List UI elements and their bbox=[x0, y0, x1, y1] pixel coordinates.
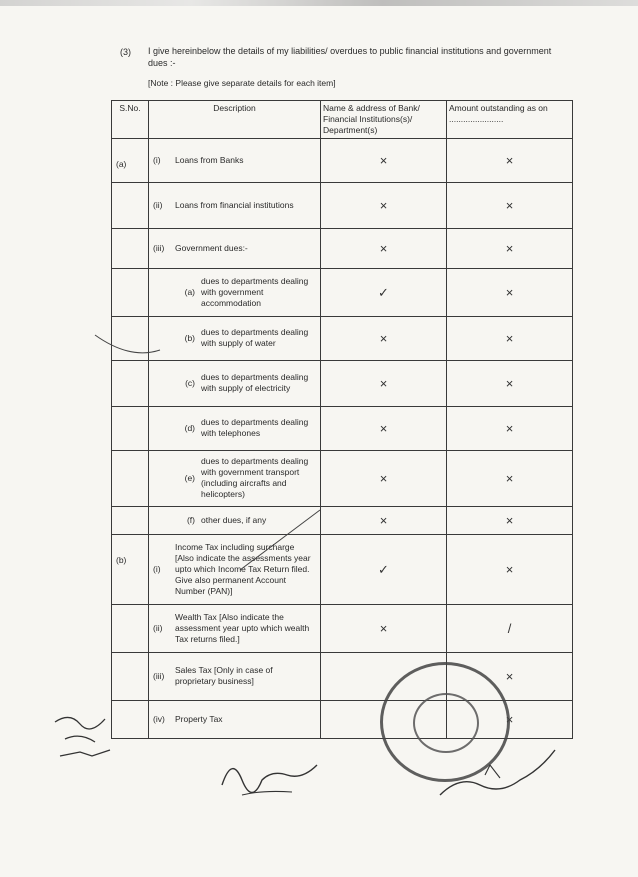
signature-right bbox=[430, 740, 570, 814]
row-sno: (b) bbox=[112, 535, 149, 605]
row-roman-number: (ii) bbox=[153, 623, 163, 633]
handwritten-mark: × bbox=[379, 621, 388, 636]
name-address-mark bbox=[321, 605, 447, 653]
handwritten-mark: × bbox=[505, 376, 514, 391]
row-sub-label: (e) bbox=[184, 473, 195, 483]
row-sub-label: (d) bbox=[184, 423, 195, 433]
handwritten-date-graphic bbox=[50, 704, 125, 764]
row-text: Government dues:- bbox=[175, 242, 248, 253]
signature-right-graphic bbox=[430, 740, 570, 810]
row-description bbox=[149, 229, 321, 269]
handwritten-mark: × bbox=[379, 376, 388, 391]
row-text: Loans from Banks bbox=[175, 154, 244, 165]
handwritten-mark: × bbox=[505, 712, 514, 727]
header-name-address: Name & address of Bank/ Financial Institutions(s)/ Department(s) bbox=[321, 101, 447, 139]
amount-mark bbox=[447, 317, 573, 361]
row-sub-label: (c) bbox=[185, 378, 195, 388]
table-row bbox=[112, 605, 573, 653]
signature-left bbox=[212, 750, 332, 814]
amount-mark bbox=[447, 451, 573, 507]
handwritten-date bbox=[50, 704, 125, 768]
handwritten-mark: × bbox=[379, 241, 388, 256]
amount-mark bbox=[447, 407, 573, 451]
handwritten-mark: × bbox=[505, 669, 514, 684]
handwritten-mark: × bbox=[379, 471, 388, 486]
handwritten-mark: / bbox=[507, 621, 512, 636]
row-description bbox=[149, 653, 321, 701]
handwritten-mark: × bbox=[379, 513, 388, 528]
handwritten-mark: ✓ bbox=[378, 562, 389, 577]
row-sub-label: (f) bbox=[186, 515, 195, 525]
handwritten-mark: × bbox=[505, 331, 514, 346]
row-sno bbox=[112, 605, 149, 653]
amount-mark bbox=[447, 183, 573, 229]
row-sub-label: (b) bbox=[184, 333, 195, 343]
row-text: dues to departments dealing with government accommodation bbox=[201, 275, 309, 308]
handwritten-mark: × bbox=[505, 153, 514, 168]
name-address-mark bbox=[321, 269, 447, 317]
handwritten-mark: × bbox=[505, 513, 514, 528]
handwritten-mark: ✓ bbox=[378, 285, 389, 300]
row-sno bbox=[112, 229, 149, 269]
handwritten-mark: × bbox=[379, 153, 388, 168]
handwritten-mark: × bbox=[505, 471, 514, 486]
amount-mark bbox=[447, 361, 573, 407]
handwritten-mark: × bbox=[379, 198, 388, 213]
name-address-mark bbox=[321, 139, 447, 183]
handwritten-mark: × bbox=[505, 421, 514, 436]
note-text: [Note : Please give separate details for each item] bbox=[148, 78, 336, 88]
table-row bbox=[112, 229, 573, 269]
handwritten-mark: × bbox=[379, 421, 388, 436]
amount-mark bbox=[447, 139, 573, 183]
row-sno bbox=[112, 269, 149, 317]
header-sno: S.No. bbox=[112, 101, 149, 139]
row-text: Wealth Tax [Also indicate the assessment year upto which wealth Tax returns filed.] bbox=[175, 611, 310, 644]
name-address-mark bbox=[321, 229, 447, 269]
table-row bbox=[112, 139, 573, 183]
handwritten-mark: × bbox=[505, 241, 514, 256]
row-description bbox=[149, 269, 321, 317]
intro-text: I give hereinbelow the details of my liabilities/ overdues to public financial institutions and government dues :- bbox=[148, 46, 552, 68]
row-roman-number: (i) bbox=[153, 155, 161, 165]
row-roman-number: (iii) bbox=[153, 671, 165, 681]
scan-edge bbox=[0, 0, 638, 6]
row-roman-number: (iv) bbox=[153, 714, 165, 724]
row-text: dues to departments dealing with government transport (including aircrafts and helicopters) bbox=[201, 456, 309, 499]
signature-left-graphic bbox=[212, 750, 332, 810]
row-text: Sales Tax [Only in case of proprietary business] bbox=[175, 665, 273, 686]
header-amount: Amount outstanding as on ....................... bbox=[447, 101, 573, 139]
row-description bbox=[149, 605, 321, 653]
diagonal-strike-lines bbox=[90, 330, 350, 580]
amount-mark bbox=[447, 605, 573, 653]
row-description bbox=[149, 183, 321, 229]
row-description bbox=[149, 139, 321, 183]
handwritten-mark: × bbox=[505, 562, 514, 577]
row-text: other dues, if any bbox=[201, 514, 267, 525]
row-text: Loans from financial institutions bbox=[175, 199, 294, 210]
row-text: dues to departments dealing with supply of water bbox=[201, 327, 309, 348]
row-text: dues to departments dealing with telephones bbox=[201, 417, 309, 438]
row-text: Property Tax bbox=[175, 713, 223, 724]
row-sno bbox=[112, 183, 149, 229]
table-row bbox=[112, 269, 573, 317]
row-roman-number: (ii) bbox=[153, 200, 163, 210]
handwritten-mark: × bbox=[379, 331, 388, 346]
item-number: (3) bbox=[120, 47, 131, 57]
amount-mark bbox=[447, 507, 573, 535]
name-address-mark bbox=[321, 183, 447, 229]
row-sub-label: (a) bbox=[184, 287, 195, 297]
row-sno bbox=[112, 653, 149, 701]
row-text: dues to departments dealing with supply of electricity bbox=[201, 372, 309, 393]
header-description: Description bbox=[149, 101, 321, 139]
amount-mark bbox=[447, 229, 573, 269]
table-row bbox=[112, 653, 573, 701]
amount-mark bbox=[447, 269, 573, 317]
handwritten-mark: × bbox=[505, 198, 514, 213]
row-text: Income Tax including surcharge [Also indicate the assessments year upto which Income Tax Return filed. Give also permanent Account Number (PAN)] bbox=[175, 541, 311, 596]
row-sno: (a) bbox=[112, 139, 149, 183]
row-roman-number: (iii) bbox=[153, 243, 165, 253]
row-roman-number: (i) bbox=[153, 564, 161, 574]
row-description bbox=[149, 701, 321, 739]
table-row bbox=[112, 183, 573, 229]
handwritten-mark: × bbox=[505, 285, 514, 300]
amount-mark bbox=[447, 535, 573, 605]
